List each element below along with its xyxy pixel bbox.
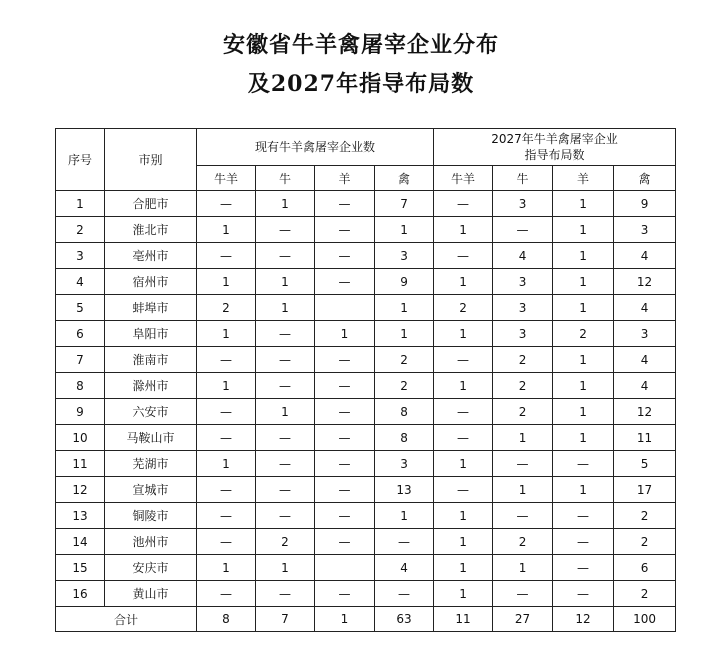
row-value: —: [434, 399, 493, 425]
row-value: —: [553, 503, 614, 529]
row-value: 1: [256, 555, 315, 581]
row-value: —: [256, 581, 315, 607]
row-value: 1: [434, 451, 493, 477]
row-value: —: [315, 217, 375, 243]
row-value: —: [315, 347, 375, 373]
row-value: —: [315, 269, 375, 295]
row-value: —: [434, 347, 493, 373]
row-value: [315, 295, 375, 321]
row-value: —: [315, 425, 375, 451]
row-value: 8: [375, 399, 434, 425]
row-value: 11: [614, 425, 676, 451]
row-value: 17: [614, 477, 676, 503]
row-value: —: [315, 399, 375, 425]
row-value: —: [375, 581, 434, 607]
table-row: [56, 217, 676, 243]
row-index: 14: [56, 529, 105, 555]
table-row: [56, 555, 676, 581]
table-row: [56, 451, 676, 477]
header-row-group: [56, 129, 676, 166]
row-value: —: [315, 451, 375, 477]
row-index: 6: [56, 321, 105, 347]
row-value: 1: [493, 555, 553, 581]
row-value: 1: [375, 503, 434, 529]
subheader-current-poultry: 禽: [375, 166, 434, 191]
row-value: 1: [256, 399, 315, 425]
row-value: —: [315, 191, 375, 217]
row-value: —: [197, 347, 256, 373]
table-row: [56, 529, 676, 555]
row-value: 2: [375, 347, 434, 373]
row-value: 5: [614, 451, 676, 477]
header-current-enterprises: 现有牛羊禽屠宰企业数: [197, 129, 434, 166]
row-value: —: [315, 243, 375, 269]
table-row: [56, 347, 676, 373]
row-city: 马鞍山市: [105, 425, 197, 451]
row-value: 1: [256, 191, 315, 217]
row-city: 宣城市: [105, 477, 197, 503]
row-value: 1: [434, 373, 493, 399]
table-row: [56, 295, 676, 321]
subheader-current-cattle: 牛: [256, 166, 315, 191]
row-index: 8: [56, 373, 105, 399]
row-value: —: [493, 451, 553, 477]
row-index: 16: [56, 581, 105, 607]
row-index: 7: [56, 347, 105, 373]
row-value: —: [197, 477, 256, 503]
table-row: [56, 243, 676, 269]
row-value: 1: [434, 555, 493, 581]
row-value: 1: [197, 269, 256, 295]
row-value: —: [197, 399, 256, 425]
row-value: 2: [434, 295, 493, 321]
row-value: —: [553, 451, 614, 477]
row-value: —: [256, 347, 315, 373]
row-value: 2: [614, 503, 676, 529]
row-value: —: [256, 477, 315, 503]
header-2027-plan-line1: 2027年牛羊禽屠宰企业: [491, 132, 618, 146]
row-value: 1: [553, 295, 614, 321]
row-value: —: [493, 503, 553, 529]
total-value: 63: [375, 607, 434, 632]
row-value: 3: [493, 321, 553, 347]
total-label: 合计: [56, 607, 197, 632]
row-value: 1: [553, 191, 614, 217]
header-2027-plan: [434, 129, 676, 166]
row-value: 3: [493, 295, 553, 321]
row-value: 4: [493, 243, 553, 269]
row-value: 3: [375, 243, 434, 269]
row-value: [315, 555, 375, 581]
table-row: [56, 581, 676, 607]
row-value: —: [434, 191, 493, 217]
row-value: —: [553, 529, 614, 555]
row-city: 铜陵市: [105, 503, 197, 529]
row-index: 5: [56, 295, 105, 321]
row-value: —: [256, 373, 315, 399]
row-value: 1: [375, 295, 434, 321]
row-value: —: [553, 555, 614, 581]
row-value: —: [197, 425, 256, 451]
row-index: 12: [56, 477, 105, 503]
row-value: —: [434, 477, 493, 503]
row-city: 淮南市: [105, 347, 197, 373]
row-index: 1: [56, 191, 105, 217]
row-value: 1: [375, 217, 434, 243]
row-value: 13: [375, 477, 434, 503]
total-value: 11: [434, 607, 493, 632]
row-value: —: [197, 191, 256, 217]
row-value: —: [315, 529, 375, 555]
total-value: 7: [256, 607, 315, 632]
row-value: —: [375, 529, 434, 555]
header-index: 序号: [56, 129, 105, 191]
row-value: —: [315, 581, 375, 607]
total-value: 100: [614, 607, 676, 632]
row-index: 4: [56, 269, 105, 295]
row-value: —: [197, 243, 256, 269]
row-value: —: [256, 451, 315, 477]
row-value: 2: [493, 373, 553, 399]
total-row: [56, 607, 676, 632]
row-city: 宿州市: [105, 269, 197, 295]
row-value: 12: [614, 269, 676, 295]
row-value: 4: [614, 347, 676, 373]
row-value: 1: [434, 581, 493, 607]
row-value: —: [315, 477, 375, 503]
row-city: 滁州市: [105, 373, 197, 399]
row-value: 2: [553, 321, 614, 347]
row-value: —: [553, 581, 614, 607]
row-value: —: [256, 321, 315, 347]
table-row: [56, 399, 676, 425]
row-city: 六安市: [105, 399, 197, 425]
row-value: 2: [375, 373, 434, 399]
table-body: [56, 191, 676, 607]
row-value: 3: [614, 217, 676, 243]
row-city: 蚌埠市: [105, 295, 197, 321]
row-index: 13: [56, 503, 105, 529]
row-value: 12: [614, 399, 676, 425]
row-city: 安庆市: [105, 555, 197, 581]
row-value: 1: [256, 295, 315, 321]
row-value: 1: [553, 269, 614, 295]
row-value: 1: [197, 217, 256, 243]
row-value: 6: [614, 555, 676, 581]
enterprise-distribution-table: [55, 128, 676, 632]
row-value: 1: [256, 269, 315, 295]
row-value: 3: [493, 191, 553, 217]
row-value: 2: [493, 529, 553, 555]
row-value: —: [315, 503, 375, 529]
row-value: 2: [256, 529, 315, 555]
subheader-current-cattle-sheep: 牛羊: [197, 166, 256, 191]
row-value: —: [256, 503, 315, 529]
row-value: —: [434, 425, 493, 451]
row-value: 1: [493, 477, 553, 503]
row-value: 9: [375, 269, 434, 295]
table-row: [56, 425, 676, 451]
total-value: 8: [197, 607, 256, 632]
document-title-line1: 安徽省牛羊禽屠宰企业分布: [222, 32, 499, 58]
row-city: 黄山市: [105, 581, 197, 607]
row-index: 10: [56, 425, 105, 451]
row-value: 1: [197, 451, 256, 477]
row-value: —: [197, 529, 256, 555]
row-value: 2: [197, 295, 256, 321]
subheader-plan-sheep: 羊: [553, 166, 614, 191]
row-value: —: [256, 425, 315, 451]
table-row: [56, 373, 676, 399]
row-value: 3: [493, 269, 553, 295]
row-value: 1: [553, 217, 614, 243]
row-index: 9: [56, 399, 105, 425]
row-index: 3: [56, 243, 105, 269]
row-value: 8: [375, 425, 434, 451]
row-value: 1: [434, 269, 493, 295]
row-value: 1: [553, 399, 614, 425]
table-row: [56, 269, 676, 295]
row-value: —: [493, 217, 553, 243]
row-value: 3: [614, 321, 676, 347]
row-value: 2: [614, 529, 676, 555]
row-value: 4: [614, 295, 676, 321]
row-value: 1: [553, 477, 614, 503]
row-value: 1: [434, 321, 493, 347]
table-row: [56, 503, 676, 529]
row-value: 4: [375, 555, 434, 581]
row-value: —: [434, 243, 493, 269]
header-2027-plan-line2: 指导布局数: [524, 148, 585, 162]
row-value: 1: [553, 373, 614, 399]
row-city: 阜阳市: [105, 321, 197, 347]
row-value: —: [197, 503, 256, 529]
row-value: 1: [315, 321, 375, 347]
row-value: 1: [434, 217, 493, 243]
subheader-plan-cattle-sheep: 牛羊: [434, 166, 493, 191]
subheader-plan-cattle: 牛: [493, 166, 553, 191]
table-row: [56, 321, 676, 347]
row-value: 1: [493, 425, 553, 451]
row-value: —: [256, 217, 315, 243]
subheader-current-sheep: 羊: [315, 166, 375, 191]
row-value: 2: [493, 399, 553, 425]
row-value: 2: [493, 347, 553, 373]
row-value: —: [493, 581, 553, 607]
row-value: 1: [197, 373, 256, 399]
row-value: 1: [375, 321, 434, 347]
row-value: 4: [614, 373, 676, 399]
header-city: 市别: [105, 129, 197, 191]
row-index: 11: [56, 451, 105, 477]
row-value: —: [315, 373, 375, 399]
row-index: 2: [56, 217, 105, 243]
row-value: 9: [614, 191, 676, 217]
row-city: 池州市: [105, 529, 197, 555]
row-value: 1: [553, 425, 614, 451]
row-value: —: [197, 581, 256, 607]
table-row: [56, 191, 676, 217]
row-city: 亳州市: [105, 243, 197, 269]
document-title-line2: 及2027年指导布局数: [247, 71, 475, 97]
row-value: 1: [434, 529, 493, 555]
row-value: 1: [553, 347, 614, 373]
subheader-plan-poultry: 禽: [614, 166, 676, 191]
row-value: 1: [197, 555, 256, 581]
row-value: 3: [375, 451, 434, 477]
total-value: 12: [553, 607, 614, 632]
row-value: 1: [434, 503, 493, 529]
row-city: 芜湖市: [105, 451, 197, 477]
row-city: 合肥市: [105, 191, 197, 217]
table-row: [56, 477, 676, 503]
row-value: 1: [197, 321, 256, 347]
row-value: 4: [614, 243, 676, 269]
row-value: 1: [553, 243, 614, 269]
row-value: —: [256, 243, 315, 269]
row-value: 2: [614, 581, 676, 607]
row-value: 7: [375, 191, 434, 217]
row-city: 淮北市: [105, 217, 197, 243]
row-index: 15: [56, 555, 105, 581]
total-value: 27: [493, 607, 553, 632]
total-value: 1: [315, 607, 375, 632]
